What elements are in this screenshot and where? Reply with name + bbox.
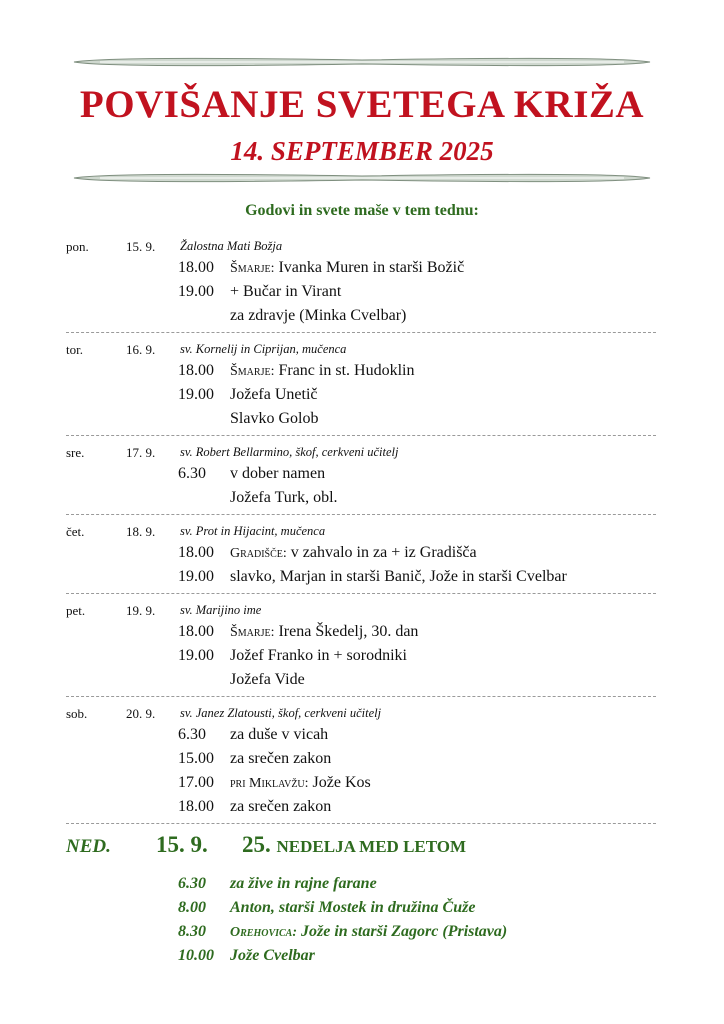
mass-time: 6.30 <box>178 465 206 482</box>
sunday-title <box>242 832 466 858</box>
mass-intention <box>230 671 305 689</box>
mass-text: Irena Škedelj, 30. dan <box>278 623 419 640</box>
saint-name: sv. Kornelij in Ciprijan, mučenca <box>180 342 347 356</box>
mass-intention <box>230 647 407 665</box>
day-header <box>66 521 656 541</box>
mass-text: Anton, starši Mostek in družina Čuže <box>230 899 476 916</box>
mass-text: Franc in st. Hudoklin <box>278 362 415 379</box>
day-name: sre. <box>66 445 85 460</box>
mass-row <box>66 541 656 565</box>
mass-text: + Bučar in Virant <box>230 283 342 300</box>
mass-row <box>66 644 656 668</box>
mass-text: za žive in rajne farane <box>230 875 377 892</box>
mass-time: 19.00 <box>178 283 214 300</box>
sunday-day-name: NED. <box>66 836 111 857</box>
day-date: 19. 9. <box>126 603 156 618</box>
day-header <box>66 236 656 256</box>
mass-row <box>66 407 656 431</box>
mass-row <box>66 723 656 747</box>
day-date: 17. 9. <box>126 445 156 460</box>
day-block <box>66 236 656 333</box>
mass-intention <box>230 568 567 586</box>
sunday-mass-row <box>66 944 656 968</box>
saint-name: sv. Marijino ime <box>180 603 262 617</box>
mass-intention <box>230 259 464 277</box>
mass-intention <box>230 410 318 428</box>
day-name: pon. <box>66 239 89 254</box>
sunday-mass-row <box>66 872 656 896</box>
sunday-mass-row <box>66 920 656 944</box>
mass-text: v dober namen <box>230 465 326 482</box>
mass-row <box>66 383 656 407</box>
mass-row <box>66 668 656 692</box>
mass-intention <box>230 750 331 768</box>
mass-row <box>66 620 656 644</box>
mass-text: Jožef Franko in + sorodniki <box>230 647 407 664</box>
mass-intention <box>230 386 318 404</box>
mass-location: Gradišče: <box>230 546 287 561</box>
mass-time: 19.00 <box>178 386 214 403</box>
day-date: 16. 9. <box>126 342 156 357</box>
mass-time: 6.30 <box>178 726 206 743</box>
mass-text: Jožefa Vide <box>230 671 305 688</box>
mass-time: 18.00 <box>178 362 214 379</box>
saint-name: sv. Janez Zlatousti, škof, cerkveni učitelj <box>180 706 382 720</box>
mass-location: Šmarje: <box>230 364 275 379</box>
mass-intention <box>230 283 341 301</box>
mass-intention <box>230 489 338 507</box>
mass-text: Ivanka Muren in starši Božič <box>278 259 465 276</box>
saint-name: sv. Prot in Hijacint, mučenca <box>180 524 326 538</box>
mass-time: 8.00 <box>178 899 206 916</box>
mass-time: 19.00 <box>178 568 214 585</box>
mass-text: za srečen zakon <box>230 750 332 767</box>
mass-time: 10.00 <box>178 947 214 964</box>
mass-text: v zahvalo in za + iz Gradišča <box>290 544 477 561</box>
mass-time: 18.00 <box>178 259 214 276</box>
mass-intention <box>230 947 315 965</box>
sunday-mass-row <box>66 896 656 920</box>
mass-row <box>66 795 656 819</box>
mass-location: Šmarje: <box>230 625 275 640</box>
saint-name: Žalostna Mati Božja <box>180 239 283 253</box>
saint-name: sv. Robert Bellarmino, škof, cerkveni učitelj <box>180 445 399 459</box>
bottom-ornament-divider <box>70 170 654 186</box>
day-date: 15. 9. <box>126 239 156 254</box>
page-date: 14. SEPTEMBER 2025 <box>230 136 494 166</box>
mass-intention <box>230 899 475 917</box>
mass-row <box>66 256 656 280</box>
mass-text: Jože Kos <box>312 774 371 791</box>
mass-row <box>66 280 656 304</box>
day-name: pet. <box>66 603 86 618</box>
day-name: tor. <box>66 342 83 357</box>
day-header <box>66 600 656 620</box>
weekly-schedule <box>66 236 656 968</box>
mass-intention <box>230 726 328 744</box>
mass-text: Jože Cvelbar <box>230 947 315 964</box>
mass-time: 6.30 <box>178 875 206 892</box>
mass-row <box>66 771 656 795</box>
mass-location: Orehovica: <box>230 925 298 940</box>
day-block <box>66 703 656 824</box>
mass-intention <box>230 923 507 941</box>
mass-time: 19.00 <box>178 647 214 664</box>
mass-row <box>66 486 656 510</box>
day-block <box>66 521 656 594</box>
mass-intention <box>230 307 406 325</box>
mass-time: 17.00 <box>178 774 214 791</box>
weekday-list <box>66 236 656 824</box>
mass-row <box>66 359 656 383</box>
mass-intention <box>230 623 418 641</box>
sunday-block <box>66 830 656 968</box>
mass-time: 18.00 <box>178 623 214 640</box>
mass-time: 15.00 <box>178 750 214 767</box>
mass-text: Jože in starši Zagorc (Pristava) <box>301 923 508 940</box>
mass-row <box>66 462 656 486</box>
mass-intention <box>230 465 325 483</box>
day-block <box>66 442 656 515</box>
mass-text: Slavko Golob <box>230 410 319 427</box>
day-block <box>66 339 656 436</box>
sunday-date: 15. 9. <box>156 832 208 857</box>
day-header <box>66 442 656 462</box>
sunday-header <box>66 830 656 864</box>
mass-location: pri Miklavžu: <box>230 776 309 791</box>
mass-text: Jožefa Unetič <box>230 386 318 403</box>
mass-text: za srečen zakon <box>230 798 332 815</box>
mass-time: 8.30 <box>178 923 206 940</box>
mass-text: za zdravje (Minka Cvelbar) <box>230 307 407 324</box>
mass-time: 18.00 <box>178 798 214 815</box>
day-header <box>66 703 656 723</box>
day-name: sob. <box>66 706 88 721</box>
mass-intention <box>230 544 477 562</box>
page-title: POVIŠANJE SVETEGA KRIŽA <box>79 83 645 126</box>
mass-row <box>66 747 656 771</box>
day-date: 20. 9. <box>126 706 156 721</box>
sunday-number: 25. <box>242 832 271 857</box>
mass-location: Šmarje: <box>230 261 275 276</box>
sunday-mass-list <box>66 872 656 968</box>
day-name: čet. <box>66 524 85 539</box>
sunday-title-text: NEDELJA MED LETOM <box>276 837 467 856</box>
day-date: 18. 9. <box>126 524 156 539</box>
section-heading: Godovi in svete maše v tem tednu: <box>245 202 479 219</box>
mass-text: slavko, Marjan in starši Banič, Jože in starši Cvelbar <box>230 568 567 585</box>
mass-intention <box>230 774 371 792</box>
day-block <box>66 600 656 697</box>
mass-time: 18.00 <box>178 544 214 561</box>
mass-text: Jožefa Turk, obl. <box>230 489 338 506</box>
mass-row <box>66 565 656 589</box>
mass-intention <box>230 362 414 380</box>
mass-intention <box>230 875 377 893</box>
mass-intention <box>230 798 331 816</box>
mass-text: za duše v vicah <box>230 726 329 743</box>
top-ornament-divider <box>70 54 654 70</box>
mass-row <box>66 304 656 328</box>
day-header <box>66 339 656 359</box>
